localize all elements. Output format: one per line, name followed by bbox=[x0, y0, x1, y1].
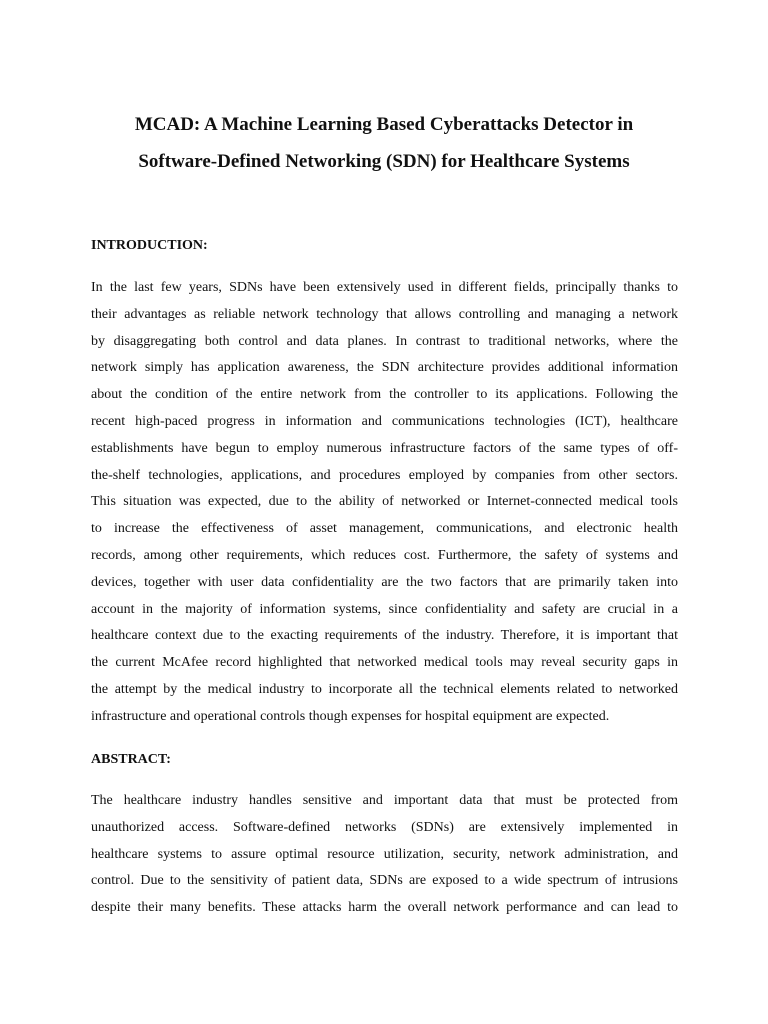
introduction-paragraph bbox=[91, 275, 678, 731]
paragraph-line: records, among other requirements, which reduces cost. Furthermore, the safety of systems and bbox=[91, 547, 678, 563]
introduction-heading: INTRODUCTION: bbox=[91, 238, 208, 253]
paragraph-line: healthcare systems to assure optimal resource utilization, security, network administration, and bbox=[91, 846, 678, 862]
paragraph-line: the current McAfee record highlighted that networked medical tools may reveal security gaps in bbox=[91, 655, 678, 671]
page-title bbox=[60, 106, 708, 180]
paragraph-line: establishments have begun to employ numerous infrastructure factors of the same types of off- bbox=[91, 440, 678, 456]
paragraph-line: account in the majority of information systems, since confidentiality and safety are crucial in a bbox=[91, 601, 678, 617]
paragraph-line: This situation was expected, due to the ability of networked or Internet-connected medical tools bbox=[91, 494, 678, 510]
paragraph-line: unauthorized access. Software-defined networks (SDNs) are extensively implemented in bbox=[91, 819, 678, 835]
paragraph-line: their advantages as reliable network technology that allows controlling and managing a network bbox=[91, 306, 678, 322]
abstract-heading: ABSTRACT: bbox=[91, 752, 171, 767]
paragraph-line: healthcare context due to the exacting requirements of the industry. Therefore, it is important that bbox=[91, 628, 678, 644]
paragraph-line: network simply has application awareness, the SDN architecture provides additional information bbox=[91, 360, 678, 376]
paragraph-line: devices, together with user data confidentiality are the two factors that are primarily taken into bbox=[91, 574, 678, 590]
abstract-paragraph bbox=[91, 788, 678, 922]
paragraph-line: to increase the effectiveness of asset management, communications, and electronic health bbox=[91, 521, 678, 537]
paragraph-line: despite their many benefits. These attacks harm the overall network performance and can lead to bbox=[91, 900, 678, 916]
paragraph-line: control. Due to the sensitivity of patient data, SDNs are exposed to a wide spectrum of intrusions bbox=[91, 873, 678, 889]
paragraph-line: by disaggregating both control and data planes. In contrast to traditional networks, where the bbox=[91, 333, 678, 349]
title-line-1: MCAD: A Machine Learning Based Cyberattacks Detector in bbox=[134, 114, 634, 135]
paragraph-line: infrastructure and operational controls though expenses for hospital equipment are expected. bbox=[91, 708, 610, 724]
paragraph-line: about the condition of the entire network from the controller to its applications. Following the bbox=[91, 387, 678, 403]
paragraph-line: The healthcare industry handles sensitive and important data that must be protected from bbox=[91, 793, 678, 808]
paragraph-line: recent high-paced progress in information and communications technologies (ICT), healthcare bbox=[91, 413, 678, 429]
paragraph-line: In the last few years, SDNs have been extensively used in different fields, principally thanks to bbox=[91, 280, 678, 295]
paragraph-line: the attempt by the medical industry to incorporate all the technical elements related to networked bbox=[91, 681, 678, 697]
paragraph-line: the-shelf technologies, applications, and procedures employed by companies from other sectors. bbox=[91, 467, 678, 483]
title-line-2: Software-Defined Networking (SDN) for Healthcare Systems bbox=[138, 151, 630, 172]
